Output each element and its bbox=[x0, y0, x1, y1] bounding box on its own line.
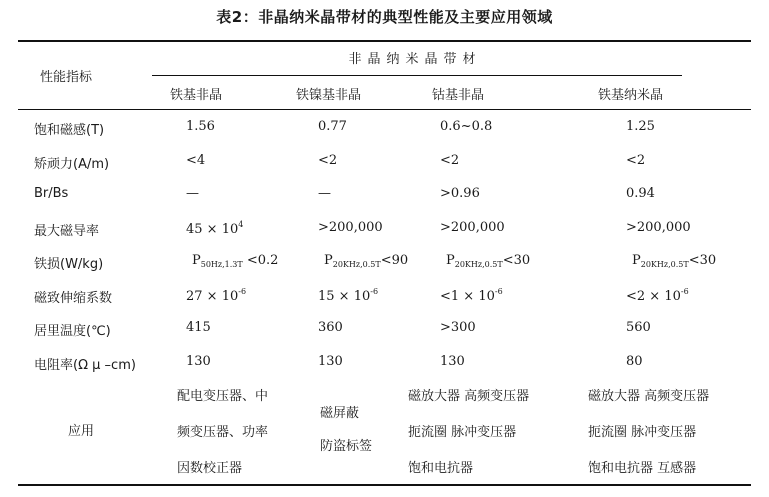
table-caption: 表2：非晶纳米晶带材的典型性能及主要应用领域 bbox=[216, 8, 553, 26]
cell-base: <2 × 10 bbox=[626, 288, 681, 304]
table-cell: — bbox=[318, 186, 331, 201]
table-cell: 1.56 bbox=[186, 119, 215, 134]
cell-symbol: P bbox=[192, 253, 201, 268]
cell-base: 45 × 10 bbox=[186, 221, 239, 237]
cell-superscript: -6 bbox=[680, 286, 689, 296]
table-cell: 130 bbox=[186, 353, 211, 369]
cell-value: <90 bbox=[380, 253, 409, 268]
row-label-header: 性能指标 bbox=[40, 70, 93, 85]
table-cell: <2 bbox=[626, 152, 646, 168]
row-label: 居里温度(℃) bbox=[34, 324, 111, 339]
table-cell: 360 bbox=[318, 320, 343, 335]
application-line: 磁放大器 高频变压器 bbox=[588, 389, 710, 404]
group-underline bbox=[152, 75, 682, 76]
cell-base: 15 × 10 bbox=[318, 288, 371, 304]
column-header-3: 钴基非晶 bbox=[432, 88, 485, 103]
cell-base: 27 × 10 bbox=[186, 288, 239, 304]
column-header-1: 铁基非晶 bbox=[170, 88, 223, 103]
bottom-rule bbox=[18, 484, 751, 486]
application-line: 饱和电抗器 互感器 bbox=[588, 461, 697, 476]
application-line: 饱和电抗器 bbox=[408, 461, 474, 476]
row-label: 铁损(W/kg) bbox=[34, 257, 104, 272]
table-cell bbox=[440, 287, 503, 304]
table-cell: 80 bbox=[626, 353, 643, 369]
table-cell: 0.77 bbox=[318, 119, 347, 134]
row-label: 饱和磁感(T) bbox=[34, 123, 105, 138]
table-cell: <4 bbox=[186, 152, 206, 168]
cell-value: <30 bbox=[502, 253, 531, 268]
cell-superscript: 4 bbox=[238, 219, 244, 229]
table-cell bbox=[192, 253, 278, 269]
column-header-2: 铁镍基非晶 bbox=[296, 88, 362, 103]
application-line: 扼流圈 脉冲变压器 bbox=[588, 425, 697, 440]
table-cell: 0.6~0.8 bbox=[440, 119, 493, 134]
cell-subscript: 20KHz,0.5T bbox=[332, 260, 381, 269]
application-label: 应用 bbox=[68, 424, 95, 439]
table-cell: — bbox=[186, 186, 199, 201]
cell-value: <0.2 bbox=[242, 253, 279, 268]
table-cell: 415 bbox=[186, 320, 211, 335]
table-cell: 0.94 bbox=[626, 186, 655, 201]
cell-value: <30 bbox=[688, 253, 717, 268]
row-label: 磁致伸缩系数 bbox=[34, 290, 113, 306]
column-group-header: 非晶纳米晶带材 bbox=[348, 52, 482, 67]
table-cell: >200,000 bbox=[440, 219, 505, 235]
application-line: 扼流圈 脉冲变压器 bbox=[408, 425, 517, 440]
table-cell bbox=[632, 253, 716, 269]
cell-subscript: 50Hz,1.3T bbox=[200, 260, 243, 269]
row-label: 矫顽力(A/m) bbox=[34, 156, 110, 172]
table-cell bbox=[318, 287, 378, 304]
cell-subscript: 20KHz,0.5T bbox=[454, 260, 503, 269]
application-line: 配电变压器、中 bbox=[177, 389, 269, 404]
table-cell bbox=[324, 253, 408, 269]
table-cell: <2 bbox=[440, 152, 460, 168]
cell-subscript: 20KHz,0.5T bbox=[640, 260, 689, 269]
cell-symbol: P bbox=[324, 253, 333, 268]
table-cell: >200,000 bbox=[626, 219, 691, 235]
table-cell bbox=[626, 287, 689, 304]
column-header-4: 铁基纳米晶 bbox=[598, 88, 664, 103]
row-label: 电阻率(Ω μ –cm) bbox=[34, 357, 136, 373]
cell-superscript: -6 bbox=[370, 286, 379, 296]
header-bottom-rule bbox=[18, 109, 751, 110]
table-cell bbox=[186, 220, 243, 237]
table-cell: 130 bbox=[440, 353, 465, 369]
cell-base: <1 × 10 bbox=[440, 288, 495, 304]
cell-symbol: P bbox=[632, 253, 641, 268]
application-line: 因数校正器 bbox=[177, 461, 243, 476]
table-cell: >300 bbox=[440, 320, 476, 335]
row-label: Br/Bs bbox=[34, 186, 69, 201]
application-line: 磁屏蔽 bbox=[320, 406, 360, 421]
top-rule bbox=[18, 40, 751, 42]
table-cell: <2 bbox=[318, 152, 338, 168]
application-line: 频变压器、功率 bbox=[177, 425, 269, 440]
application-line: 防盗标签 bbox=[320, 439, 373, 454]
table-cell: 130 bbox=[318, 353, 343, 369]
application-line: 磁放大器 高频变压器 bbox=[408, 389, 530, 404]
table-cell: >0.96 bbox=[440, 186, 480, 201]
table-cell bbox=[446, 253, 530, 269]
table-cell bbox=[186, 287, 246, 304]
table-cell: >200,000 bbox=[318, 219, 383, 235]
cell-symbol: P bbox=[446, 253, 455, 268]
table-cell: 560 bbox=[626, 320, 651, 335]
table-cell: 1.25 bbox=[626, 119, 655, 134]
row-label: 最大磁导率 bbox=[34, 223, 100, 239]
cell-superscript: -6 bbox=[238, 286, 247, 296]
cell-superscript: -6 bbox=[494, 286, 503, 296]
